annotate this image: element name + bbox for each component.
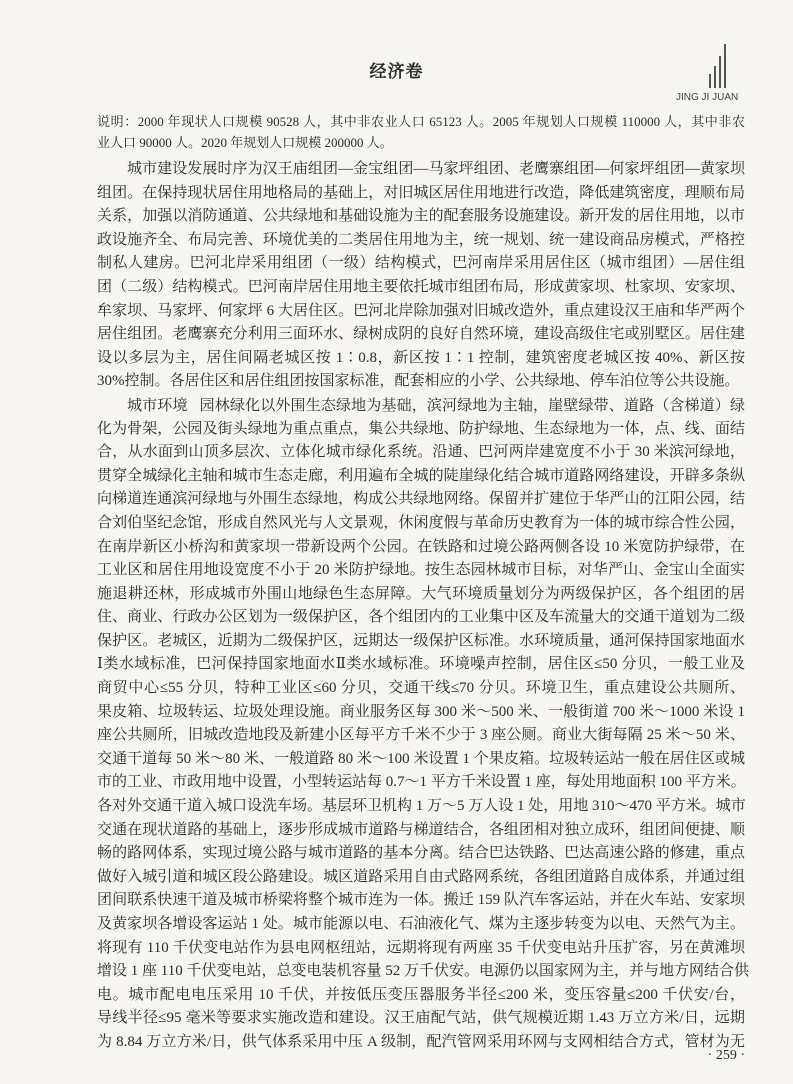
paragraph-line: Ⅰ类水域标准，巴河保持国家地面水Ⅱ类水域标准。环境噪声控制，居住区≤50 分贝，一般工业及 [97, 656, 745, 673]
paragraph-line: 施退耕还林，形成城市外围山地绿色生态屏障。大气环境质量划分为两级保护区，各个组团的居 [97, 585, 745, 602]
paragraph-line [97, 394, 745, 418]
paragraph-line: 城市建设发展时序为汉王庙组团—金宝组团—马家坪组团、老鹰寨组团—何家坪组团—黄家坝 [127, 161, 745, 177]
paragraph-line: 畅的路网体系，实现过境公路与城市道路的基本分离。结合巴达铁路、巴达高速公路的修建，重点 [97, 845, 745, 862]
paragraph-line: 团间联系快速干道及城市桥梁将整个城市连为一体。搬迁 159 队汽车客运站，并在火车站、安家坝 [97, 892, 745, 909]
paragraph-line: 住、商业、行政办公区划为一级保护区，各个组团内的工业集中区及车流量大的交通干道划为二级 [97, 609, 745, 626]
paragraph-line: 导线半径≤95 毫米等要求实施改造和建设。汉王庙配气站，供气规模近期 1.43 万立方米/日，远期 [97, 1010, 745, 1027]
paragraph-line: 电。城市配电电压采用 10 千伏，并按低压变压器服务半径≤200 米，变压容量≤200 千伏安/台， [97, 986, 745, 1003]
paragraph-line: 交通干道每 50 米～80 米、一般道路 80 米～100 米设置 1 个果皮箱。垃圾转运站一般在居住区或城 [97, 750, 745, 767]
paragraph-line: 居住组团。老鹰寨充分利用三面环水、绿树成阴的良好自然环境，建设高级住宅或别墅区。居住建 [97, 326, 745, 343]
paragraph-line: 牟家坝、马家坪、何家坪 6 大居住区。巴河北岸除加强对旧城改造外，重点建设汉王庙和华严两个 [97, 302, 745, 319]
paragraph-line: 在南岸新区小桥沟和黄家坝一带新设两个公园。在铁路和过境公路两侧各设 10 米宽防护绿带，在 [97, 538, 745, 555]
paragraph-line: 及黄家坝各增设客运站 1 处。城市能源以电、石油液化气、煤为主逐步转变为以电、天然气为主。 [97, 916, 745, 932]
paragraph-line: 做好入城引道和城区段公路建设。城区道路采用自由式路网系统，各组团道路自成体系，并通过组 [97, 868, 745, 885]
paragraph-line: 合刘伯坚纪念馆，形成自然风光与人文景观，休闲度假与革命历史教育为一体的城市综合性公园， [97, 514, 745, 531]
paragraph-line: 商贸中心≤55 分贝，特种工业区≤60 分贝，交通干线≤70 分贝。环境卫生，重点建设公共厕所、 [97, 680, 745, 697]
paragraph-line: 组团。在保持现状居住用地格局的基础上，对旧城区居住用地进行改造，降低建筑密度，理顺布局 [97, 184, 745, 201]
paragraph-line: 工业区和居住用地设宽度不小于 20 米防护绿地。按生态园林城市目标，对华严山、金宝山全面实 [97, 562, 745, 579]
note-line: 业人口 90000 人。2020 年规划人口规模 200000 人。 [97, 135, 393, 150]
line-text: 园林绿化以外围生态绿地为基础，滨河绿地为主轴，崖壁绿带、道路（含梯道）绿 [199, 397, 745, 414]
paragraph-line: 合，从水面到山顶多层次、立体化城市绿化系统。沿通、巴河两岸建宽度不小于 30 米滨河绿地， [97, 444, 745, 461]
paragraph-line: 设以多层为主，居住间隔老城区按 1∶0.8，新区按 1∶1 控制，建筑密度老城区按 40%、新区按 [97, 349, 745, 366]
paragraph-line: 贯穿全城绿化主轴和城市生态走廊，利用遍布全城的陡崖绿化结合城市道路网络建设，开辟多条纵 [97, 467, 745, 484]
paragraph-line: 团（二级）结构模式。巴河南岸居住用地主要依托城市组团布局，形成黄家坝、杜家坝、安家坝、 [97, 278, 745, 295]
paragraph-line: 制私人建房。巴河北岸采用组团（一级）结构模式，巴河南岸采用居住区（城市组团）—居住组 [97, 255, 745, 272]
paragraph-line: 座公共厕所，旧城改造地段及新建小区每平方千米不少于 3 座公厕。商业大街每隔 25 米～50 米、 [97, 727, 745, 744]
paragraph-line: 化为骨架，公园及街头绿地为重点重点，集公共绿地、防护绿地、生态绿地为一体，点、线、面结 [97, 420, 745, 437]
paragraph-line: 增设 1 座 110 千伏变电站，总变电装机容量 52 万千伏安。电源仍以国家网为主，并与地方网结合供 [97, 963, 749, 980]
running-header-title: 经济卷 [369, 62, 424, 81]
paragraph-line: 将现有 110 千伏变电站作为县电网枢纽站，远期将现有两座 35 千伏变电站升压扩容，另在黄滩坝 [97, 939, 745, 956]
paragraph-line: 市的工业、市政用地中设置，小型转运站每 0.7～1 平方千米设置 1 座，每处用地面积 100 平方米。 [97, 774, 746, 791]
paragraph-line: 政设施齐全、布局完善、环境优美的二类居住用地为主，统一规划、统一建设商品房模式，严格控 [97, 231, 745, 248]
paragraph-line: 关系，加强以消防通道、公共绿地和基础设施为主的配套服务设施建设。新开发的居住用地，以市 [97, 208, 745, 225]
paragraph-line: 交通在现状道路的基础上，逐步形成城市道路与梯道结合，各组团相对独立成环，组团间便捷、顺 [97, 821, 745, 838]
paragraph-line: 30%控制。各居住区和居住组团按国家标准，配套相应的小学、公共绿地、停车泊位等公共设施。 [97, 373, 740, 390]
paragraph-line: 各对外交通干道入城口设洗车场。基层环卫机构 1 万～5 万人设 1 处，用地 310～470 平方米。城市 [97, 798, 746, 815]
note-line: 说明：2000 年现状人口规模 90528 人，其中非农业人口 65123 人。2005 年规划人口规模 110000 人，其中非农 [97, 114, 745, 129]
volume-logo [676, 44, 748, 108]
paragraph-line: 向梯道连通滨河绿地与外围生态绿地，构成公共绿地网络。保留并扩建位于华严山的江阳公园，结 [97, 491, 745, 508]
bars-logo-icon [709, 44, 726, 88]
table-note [97, 111, 745, 153]
body-text [97, 158, 749, 1055]
logo-text: JING JI JUAN [676, 92, 739, 103]
section-lead: 城市环境 [127, 395, 188, 414]
paragraph-line: 果皮箱、垃圾转运、垃圾处理设施。商业服务区每 300 米～500 米、一般街道 700 米～1000 米设 1 [97, 703, 745, 720]
paragraph-line: 保护区。老城区，近期为二级保护区，远期达一级保护区标准。水环境质量，通河保持国家地面水 [97, 632, 745, 649]
paragraph-line: 为 8.84 万立方米/日，供气体系采用中压 A 级制，配汽管网采用环网与支网相结合方式，管材为无 [97, 1033, 745, 1050]
page-number: · 259 · [707, 1048, 745, 1063]
